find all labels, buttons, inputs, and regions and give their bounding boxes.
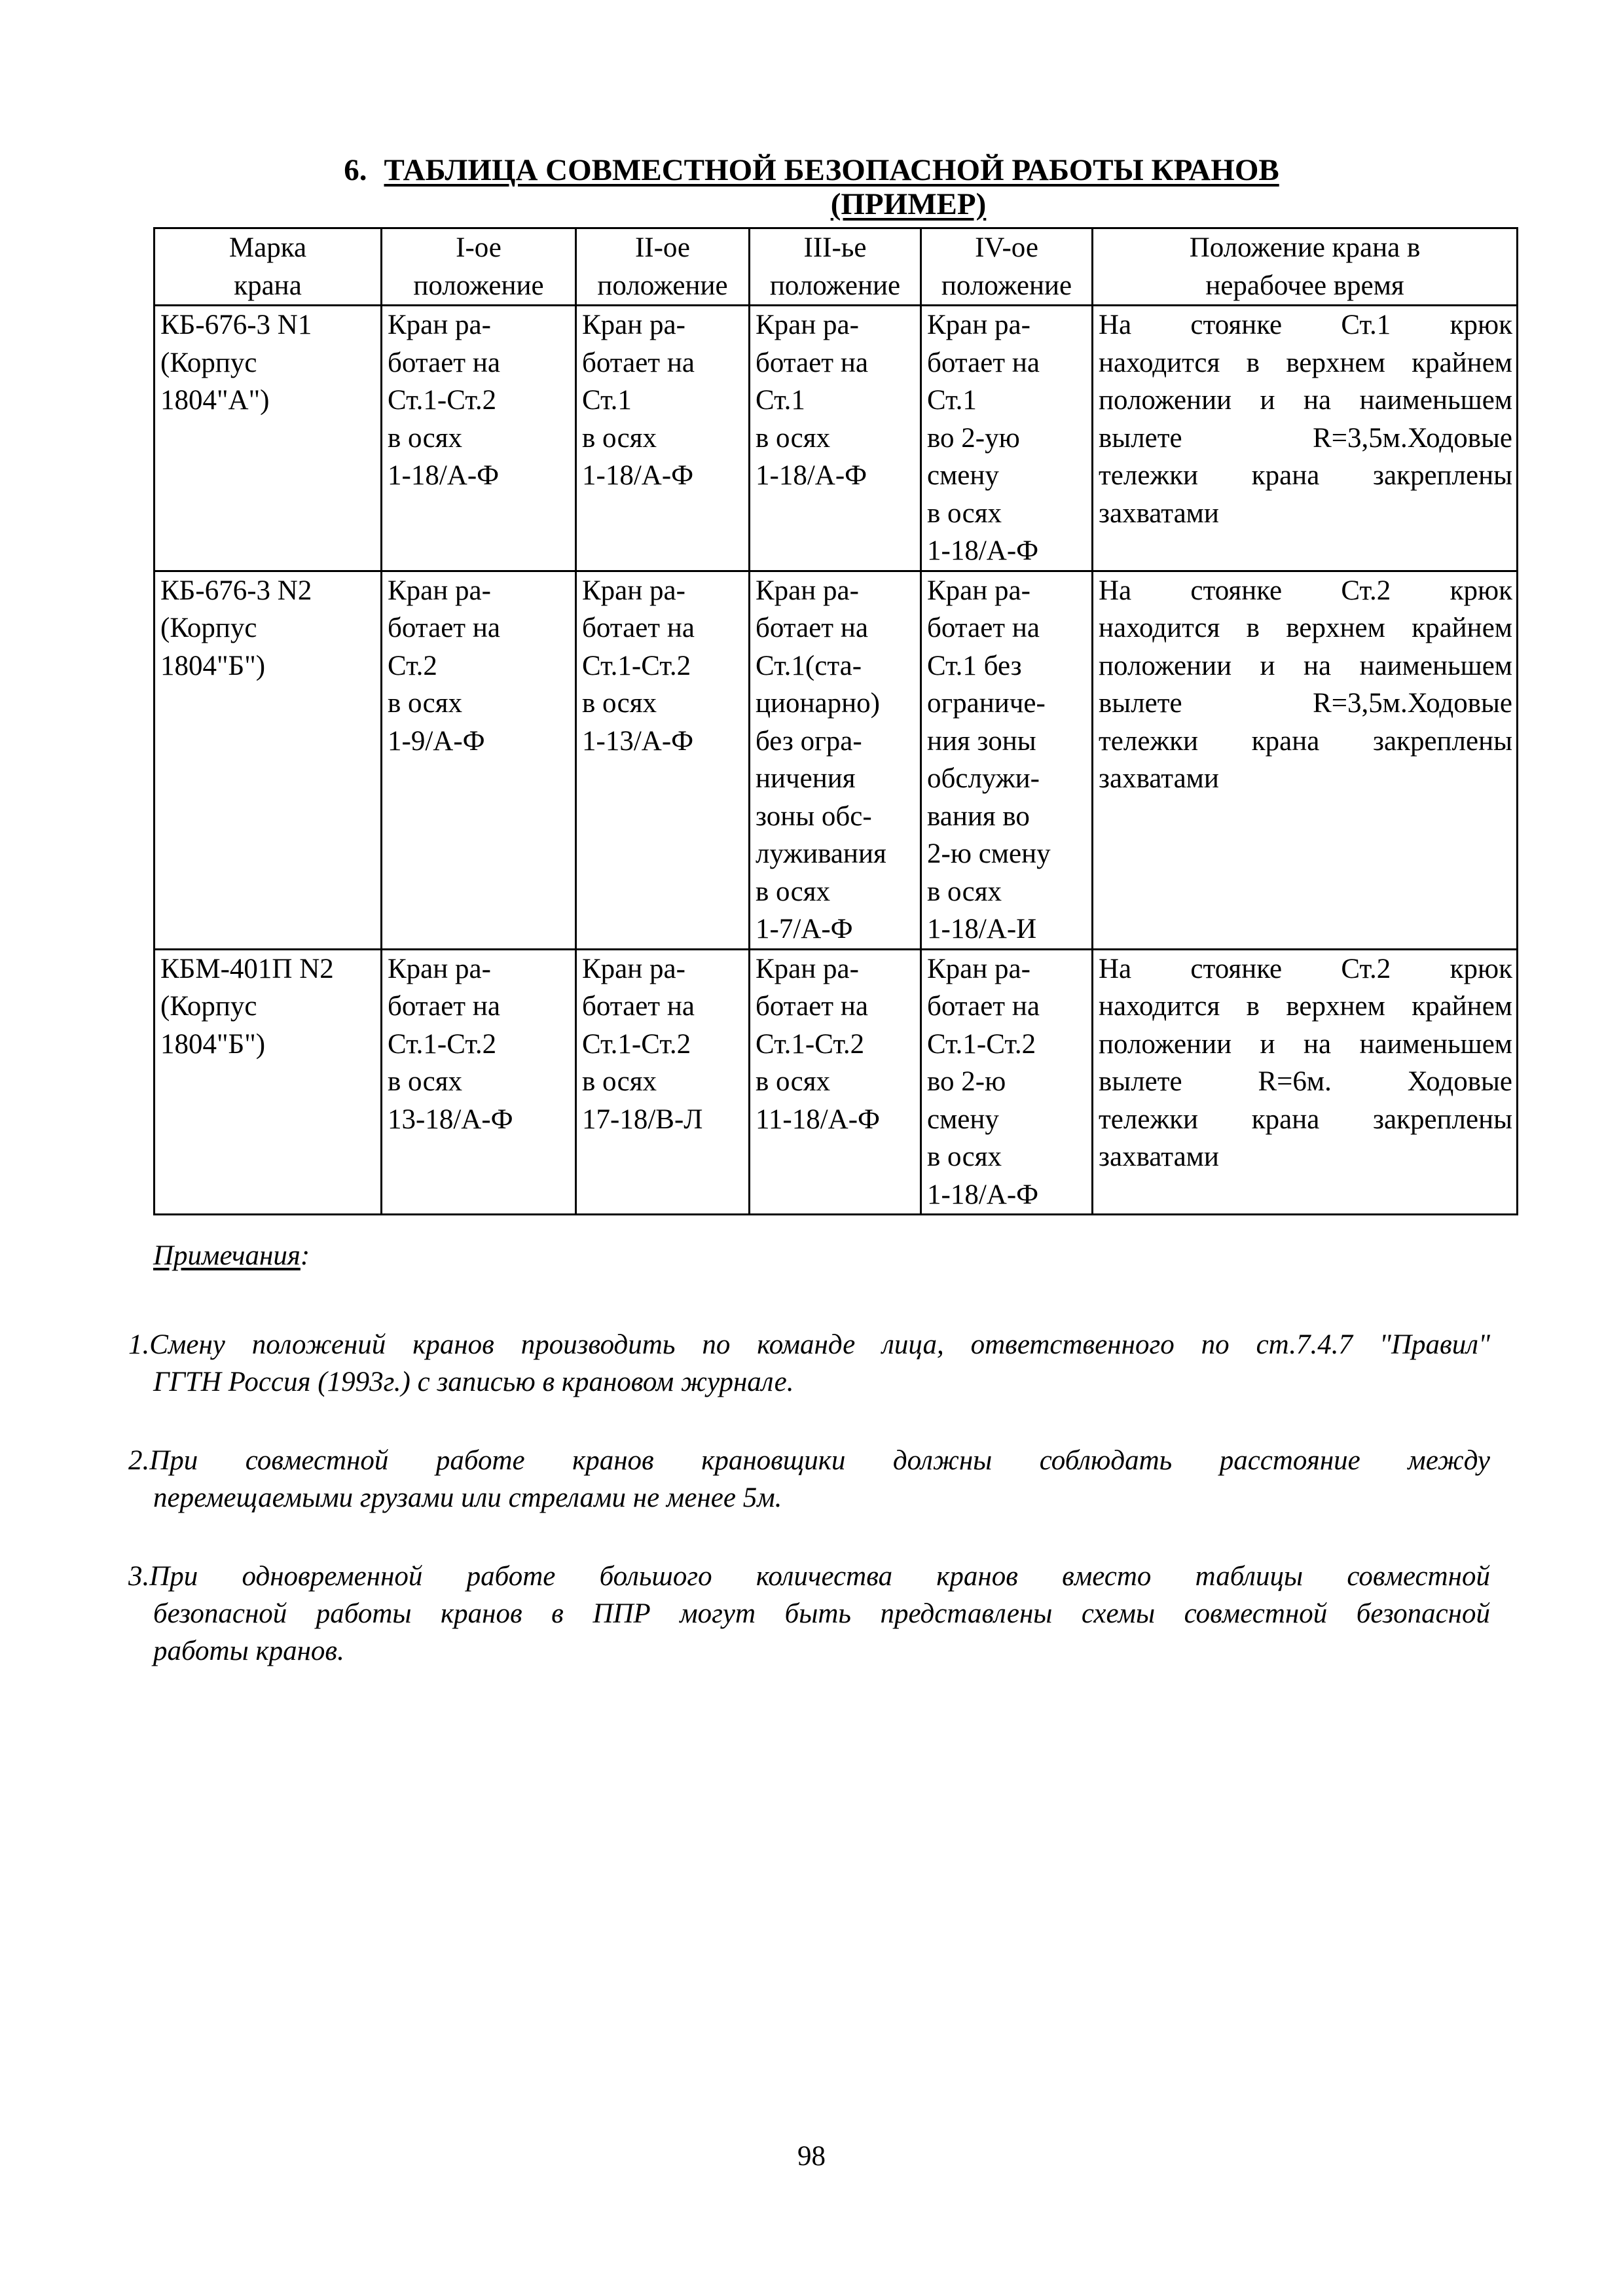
cell-crane: КБМ-401П N2 (Корпус 1804"Б") bbox=[155, 949, 382, 1215]
note-item bbox=[128, 1326, 1490, 1401]
table-header-row bbox=[155, 228, 1518, 306]
note-item bbox=[128, 1558, 1490, 1670]
cell-crane: КБ-676-3 N2 (Корпус 1804"Б") bbox=[155, 571, 382, 949]
idle-line: положении и на наименьшем bbox=[1099, 1028, 1512, 1060]
idle-line: положении и на наименьшем bbox=[1099, 385, 1512, 416]
section-heading bbox=[0, 152, 1623, 223]
idle-line: На стоянке Ст.2 крюк bbox=[1099, 953, 1512, 984]
header-position-2: II-ое положение bbox=[576, 228, 750, 306]
cell-position-2: Кран ра- ботает на Ст.1 в осях 1-18/А-Ф bbox=[576, 306, 750, 571]
page-number: 98 bbox=[797, 2141, 826, 2172]
header-idle-position: Положение крана в нерабочее время bbox=[1093, 228, 1518, 306]
cell-position-1: Кран ра- ботает на Ст.1-Ст.2 в осях 1-18/А-Ф bbox=[382, 306, 576, 571]
notes-label bbox=[153, 1237, 310, 1274]
note-line: перемещаемыми грузами или стрелами не менее 5м. bbox=[153, 1482, 782, 1513]
table-row bbox=[155, 306, 1518, 571]
note-line: работы кранов. bbox=[153, 1636, 344, 1666]
idle-line: тележки крана закреплены bbox=[1099, 1103, 1512, 1135]
cell-position-2: Кран ра- ботает на Ст.1-Ст.2 в осях 1-13/А-Ф bbox=[576, 571, 750, 949]
cell-idle-position bbox=[1093, 571, 1518, 949]
cell-position-1: Кран ра- ботает на Ст.2 в осях 1-9/А-Ф bbox=[382, 571, 576, 949]
cell-position-2: Кран ра- ботает на Ст.1-Ст.2 в осях 17-18/В-Л bbox=[576, 949, 750, 1215]
notes-label-colon: : bbox=[300, 1240, 310, 1271]
cell-idle-position bbox=[1093, 306, 1518, 571]
note-line: 1.Смену положений кранов производить по команде лица, ответственного по ст.7.4.7 "Правил" bbox=[128, 1329, 1490, 1360]
idle-line: находится в верхнем крайнем bbox=[1099, 991, 1512, 1022]
table-row bbox=[155, 571, 1518, 949]
idle-line: тележки крана закреплены bbox=[1099, 460, 1512, 491]
idle-line: На стоянке Ст.1 крюк bbox=[1099, 310, 1512, 340]
cell-position-4: Кран ра- ботает на Ст.1 во 2-ую смену в осях 1-18/А-Ф bbox=[921, 306, 1093, 571]
note-line: 3.При одновременной работе большого количества кранов вместо таблицы совместной bbox=[128, 1561, 1490, 1592]
cell-position-4: Кран ра- ботает на Ст.1-Ст.2 во 2-ю смену в осях 1-18/А-Ф bbox=[921, 949, 1093, 1215]
note-line: ГГТН Россия (1993г.) с записью в крановом журнале. bbox=[153, 1367, 794, 1397]
idle-line: находится в верхнем крайнем bbox=[1099, 347, 1512, 378]
note-line: безопасной работы кранов в ППР могут быть представлены схемы совместной безопасной bbox=[153, 1598, 1490, 1629]
idle-line: На стоянке Ст.2 крюк bbox=[1099, 575, 1512, 606]
cell-position-3: Кран ра- ботает на Ст.1(ста- ционарно) без огра- ничения зоны обс- луживания в осях 1-7/А-Ф bbox=[750, 571, 921, 949]
header-position-4: IV-ое положение bbox=[921, 228, 1093, 306]
cell-position-1: Кран ра- ботает на Ст.1-Ст.2 в осях 13-18/А-Ф bbox=[382, 949, 576, 1215]
section-subtitle: (ПРИМЕР) bbox=[830, 187, 987, 221]
header-position-1: I-ое положение bbox=[382, 228, 576, 306]
notes-label-text: Примечания bbox=[153, 1240, 301, 1271]
crane-safety-table bbox=[153, 227, 1518, 1215]
idle-line: положении и на наименьшем bbox=[1099, 650, 1512, 681]
idle-line: тележки крана закреплены bbox=[1099, 725, 1512, 757]
idle-line: захватами bbox=[1099, 497, 1219, 529]
cell-position-4: Кран ра- ботает на Ст.1 без ограниче- ния зоны обслужи- вания во 2-ю смену в осях 1-18/А-И bbox=[921, 571, 1093, 949]
idle-line: вылете R=3,5м.Ходовые bbox=[1099, 422, 1512, 454]
note-line: 2.При совместной работе кранов крановщики должны соблюдать расстояние между bbox=[128, 1445, 1490, 1476]
note-item bbox=[128, 1442, 1490, 1516]
section-title: ТАБЛИЦА СОВМЕСТНОЙ БЕЗОПАСНОЙ РАБОТЫ КРАНОВ bbox=[384, 153, 1279, 187]
cell-position-3: Кран ра- ботает на Ст.1 в осях 1-18/А-Ф bbox=[750, 306, 921, 571]
cell-position-3: Кран ра- ботает на Ст.1-Ст.2 в осях 11-18/А-Ф bbox=[750, 949, 921, 1215]
header-position-3: III-ье положение bbox=[750, 228, 921, 306]
cell-crane: КБ-676-3 N1 (Корпус 1804"А") bbox=[155, 306, 382, 571]
header-crane-brand: Марка крана bbox=[155, 228, 382, 306]
section-number: 6. bbox=[344, 153, 367, 187]
idle-line: вылете R=3,5м.Ходовые bbox=[1099, 688, 1512, 719]
idle-line: захватами bbox=[1099, 763, 1219, 794]
cell-idle-position bbox=[1093, 949, 1518, 1215]
idle-line: находится в верхнем крайнем bbox=[1099, 613, 1512, 643]
idle-line: вылете R=6м. Ходовые bbox=[1099, 1066, 1512, 1097]
idle-line: захватами bbox=[1099, 1141, 1219, 1172]
table-row bbox=[155, 949, 1518, 1215]
